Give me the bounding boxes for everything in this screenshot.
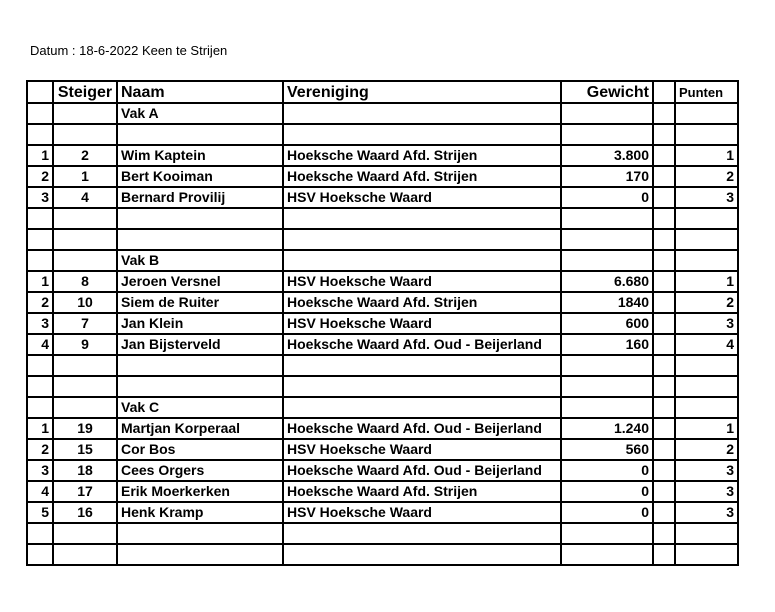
empty-cell <box>653 502 675 523</box>
empty-cell <box>653 208 675 229</box>
empty-cell <box>653 187 675 208</box>
cell-gewicht: 6.680 <box>561 271 653 292</box>
empty-cell <box>53 355 117 376</box>
empty-cell <box>653 292 675 313</box>
header-vereniging: Vereniging <box>283 81 561 103</box>
cell-rank: 4 <box>27 334 53 355</box>
cell-steiger: 16 <box>53 502 117 523</box>
cell-gewicht: 1.240 <box>561 418 653 439</box>
cell-vereniging: HSV Hoeksche Waard <box>283 439 561 460</box>
cell-naam: Jan Bijsterveld <box>117 334 283 355</box>
cell-vereniging: Hoeksche Waard Afd. Strijen <box>283 481 561 502</box>
empty-row <box>27 376 738 397</box>
cell-naam: Cor Bos <box>117 439 283 460</box>
cell-naam: Jan Klein <box>117 313 283 334</box>
table-row <box>27 166 738 187</box>
empty-row <box>27 208 738 229</box>
empty-cell <box>27 544 53 565</box>
header-rank <box>27 81 53 103</box>
empty-cell <box>675 229 738 250</box>
header-blank <box>653 81 675 103</box>
cell-naam: Wim Kaptein <box>117 145 283 166</box>
cell-punten: 3 <box>675 187 738 208</box>
empty-cell <box>653 523 675 544</box>
empty-cell <box>117 208 283 229</box>
table-row <box>27 187 738 208</box>
cell-punten: 4 <box>675 334 738 355</box>
cell-rank: 1 <box>27 271 53 292</box>
empty-cell <box>653 481 675 502</box>
empty-cell <box>561 103 653 124</box>
empty-cell <box>653 397 675 418</box>
table-row <box>27 481 738 502</box>
empty-row <box>27 544 738 565</box>
empty-cell <box>653 166 675 187</box>
table-row <box>27 418 738 439</box>
cell-rank: 5 <box>27 502 53 523</box>
cell-gewicht: 3.800 <box>561 145 653 166</box>
empty-cell <box>653 145 675 166</box>
datum-title: Datum : 18-6-2022 Keen te Strijen <box>30 43 228 58</box>
empty-cell <box>117 355 283 376</box>
cell-punten: 3 <box>675 481 738 502</box>
cell-gewicht: 0 <box>561 502 653 523</box>
empty-cell <box>561 229 653 250</box>
empty-cell <box>27 124 53 145</box>
empty-cell <box>561 544 653 565</box>
empty-cell <box>653 124 675 145</box>
empty-cell <box>27 103 53 124</box>
header-gewicht: Gewicht <box>561 81 653 103</box>
empty-cell <box>27 208 53 229</box>
empty-cell <box>653 439 675 460</box>
cell-steiger: 1 <box>53 166 117 187</box>
cell-vereniging: Hoeksche Waard Afd. Strijen <box>283 292 561 313</box>
cell-gewicht: 560 <box>561 439 653 460</box>
empty-cell <box>675 397 738 418</box>
empty-row <box>27 355 738 376</box>
cell-gewicht: 0 <box>561 187 653 208</box>
empty-cell <box>561 124 653 145</box>
cell-gewicht: 0 <box>561 481 653 502</box>
table-row <box>27 145 738 166</box>
cell-rank: 3 <box>27 460 53 481</box>
section-label: Vak C <box>117 397 283 418</box>
empty-cell <box>675 250 738 271</box>
cell-steiger: 8 <box>53 271 117 292</box>
header-row <box>27 81 738 103</box>
cell-steiger: 15 <box>53 439 117 460</box>
cell-gewicht: 0 <box>561 460 653 481</box>
header-naam: Naam <box>117 81 283 103</box>
cell-naam: Martjan Korperaal <box>117 418 283 439</box>
cell-rank: 2 <box>27 166 53 187</box>
empty-cell <box>653 313 675 334</box>
cell-naam: Cees Orgers <box>117 460 283 481</box>
section-label: Vak B <box>117 250 283 271</box>
cell-vereniging: HSV Hoeksche Waard <box>283 187 561 208</box>
cell-naam: Siem de Ruiter <box>117 292 283 313</box>
empty-cell <box>561 523 653 544</box>
header-punten: Punten <box>675 81 738 103</box>
cell-steiger: 10 <box>53 292 117 313</box>
empty-cell <box>283 250 561 271</box>
empty-cell <box>27 397 53 418</box>
empty-cell <box>283 103 561 124</box>
cell-rank: 4 <box>27 481 53 502</box>
empty-cell <box>675 208 738 229</box>
empty-cell <box>27 523 53 544</box>
cell-rank: 1 <box>27 418 53 439</box>
empty-cell <box>283 544 561 565</box>
empty-cell <box>27 355 53 376</box>
empty-cell <box>675 376 738 397</box>
cell-vereniging: HSV Hoeksche Waard <box>283 271 561 292</box>
empty-cell <box>561 355 653 376</box>
empty-cell <box>653 418 675 439</box>
cell-punten: 1 <box>675 418 738 439</box>
empty-cell <box>675 124 738 145</box>
empty-cell <box>117 124 283 145</box>
empty-cell <box>675 544 738 565</box>
cell-vereniging: Hoeksche Waard Afd. Oud - Beijerland <box>283 418 561 439</box>
section-label-row <box>27 250 738 271</box>
cell-punten: 3 <box>675 460 738 481</box>
section-label-row <box>27 397 738 418</box>
header-steiger: Steiger <box>53 81 117 103</box>
empty-cell <box>675 355 738 376</box>
cell-steiger: 19 <box>53 418 117 439</box>
cell-gewicht: 1840 <box>561 292 653 313</box>
table-row <box>27 502 738 523</box>
empty-cell <box>561 250 653 271</box>
empty-cell <box>53 397 117 418</box>
empty-cell <box>53 103 117 124</box>
empty-cell <box>117 544 283 565</box>
empty-cell <box>653 334 675 355</box>
empty-cell <box>653 376 675 397</box>
empty-cell <box>283 124 561 145</box>
empty-cell <box>117 523 283 544</box>
table-row <box>27 334 738 355</box>
cell-vereniging: Hoeksche Waard Afd. Oud - Beijerland <box>283 460 561 481</box>
empty-cell <box>675 103 738 124</box>
section-label: Vak A <box>117 103 283 124</box>
cell-naam: Henk Kramp <box>117 502 283 523</box>
cell-gewicht: 600 <box>561 313 653 334</box>
cell-punten: 3 <box>675 502 738 523</box>
cell-steiger: 17 <box>53 481 117 502</box>
cell-vereniging: Hoeksche Waard Afd. Strijen <box>283 145 561 166</box>
empty-cell <box>561 208 653 229</box>
cell-naam: Bernard Provilij <box>117 187 283 208</box>
empty-cell <box>653 355 675 376</box>
empty-cell <box>561 397 653 418</box>
cell-steiger: 9 <box>53 334 117 355</box>
empty-cell <box>283 376 561 397</box>
cell-punten: 1 <box>675 145 738 166</box>
cell-steiger: 2 <box>53 145 117 166</box>
cell-punten: 2 <box>675 292 738 313</box>
cell-gewicht: 170 <box>561 166 653 187</box>
empty-row <box>27 229 738 250</box>
cell-rank: 1 <box>27 145 53 166</box>
results-table <box>26 80 739 566</box>
empty-cell <box>117 229 283 250</box>
empty-cell <box>653 460 675 481</box>
cell-punten: 2 <box>675 439 738 460</box>
empty-row <box>27 124 738 145</box>
empty-cell <box>27 376 53 397</box>
empty-cell <box>653 103 675 124</box>
table-row <box>27 271 738 292</box>
empty-cell <box>675 523 738 544</box>
table-row <box>27 439 738 460</box>
empty-cell <box>283 208 561 229</box>
cell-rank: 3 <box>27 187 53 208</box>
cell-naam: Bert Kooiman <box>117 166 283 187</box>
cell-rank: 2 <box>27 292 53 313</box>
empty-cell <box>27 229 53 250</box>
empty-cell <box>653 250 675 271</box>
table-row <box>27 292 738 313</box>
empty-cell <box>653 229 675 250</box>
cell-rank: 3 <box>27 313 53 334</box>
table-row <box>27 460 738 481</box>
cell-rank: 2 <box>27 439 53 460</box>
section-label-row <box>27 103 738 124</box>
cell-steiger: 4 <box>53 187 117 208</box>
cell-steiger: 7 <box>53 313 117 334</box>
empty-cell <box>53 250 117 271</box>
empty-cell <box>653 271 675 292</box>
cell-vereniging: Hoeksche Waard Afd. Strijen <box>283 166 561 187</box>
empty-cell <box>117 376 283 397</box>
empty-cell <box>283 229 561 250</box>
cell-gewicht: 160 <box>561 334 653 355</box>
cell-vereniging: HSV Hoeksche Waard <box>283 313 561 334</box>
empty-cell <box>283 523 561 544</box>
cell-punten: 1 <box>675 271 738 292</box>
empty-cell <box>27 250 53 271</box>
cell-naam: Jeroen Versnel <box>117 271 283 292</box>
table-row <box>27 313 738 334</box>
empty-cell <box>283 355 561 376</box>
cell-steiger: 18 <box>53 460 117 481</box>
cell-naam: Erik Moerkerken <box>117 481 283 502</box>
empty-cell <box>53 124 117 145</box>
cell-punten: 3 <box>675 313 738 334</box>
empty-cell <box>53 544 117 565</box>
cell-punten: 2 <box>675 166 738 187</box>
cell-vereniging: Hoeksche Waard Afd. Oud - Beijerland <box>283 334 561 355</box>
empty-cell <box>53 376 117 397</box>
empty-cell <box>53 523 117 544</box>
empty-cell <box>53 208 117 229</box>
empty-cell <box>561 376 653 397</box>
cell-vereniging: HSV Hoeksche Waard <box>283 502 561 523</box>
empty-cell <box>653 544 675 565</box>
empty-cell <box>53 229 117 250</box>
empty-cell <box>283 397 561 418</box>
empty-row <box>27 523 738 544</box>
